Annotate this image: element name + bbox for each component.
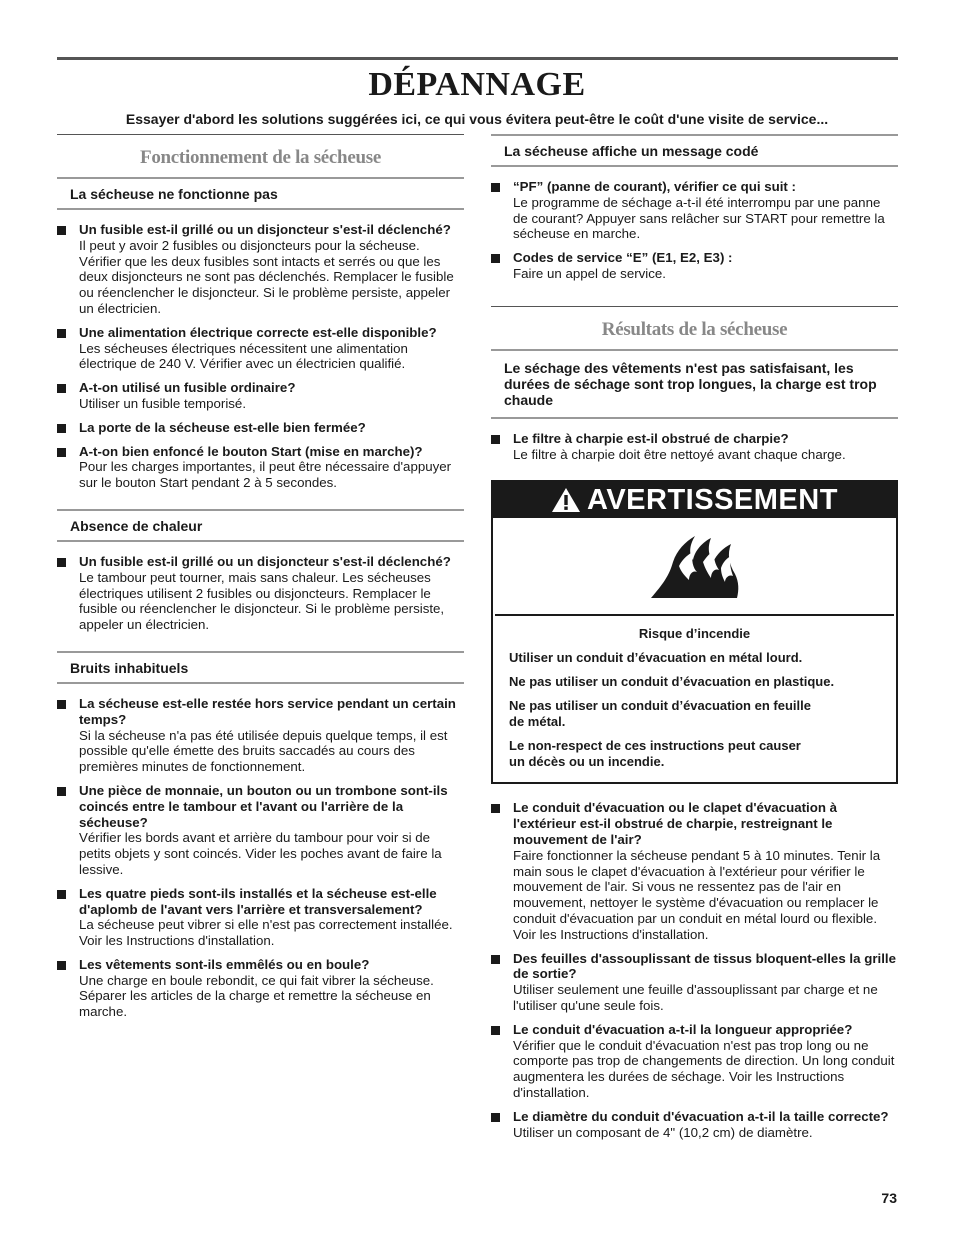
results-list-top [491,419,898,475]
square-bullet-icon [491,435,500,444]
list-item [491,800,898,942]
square-bullet-icon [491,254,500,263]
item-question: Un fusible est-il grillé ou un disjoncteur s'est-il déclenché? [79,553,451,569]
warning-picture [495,518,894,616]
item-question: Une alimentation électrique correcte est-elle disponible? [79,324,437,340]
item-question: Le conduit d'évacuation a-t-il la longueur appropriée? [513,1021,853,1037]
subhead: Absence de chaleur [57,509,464,542]
item-answer: Vérifier les bords avant et arrière du tambour pour voir si de petits objets y sont coincés. Vider les poches avant de faire la lessive. [79,830,442,877]
right-column [491,134,898,1158]
square-bullet-icon [491,1113,500,1122]
item-question: La porte de la sécheuse est-elle bien fermée? [79,419,366,435]
item-answer: Le programme de séchage a-t-il été interrompu par une panne de courant? Appuyer sans relâcher sur START pour remettre la sécheuse en marche. [513,194,885,242]
section-title-operation: Fonctionnement de la sécheuse [57,134,464,177]
item-question: Codes de service “E” (E1, E2, E3) : [513,250,733,266]
item-answer: Vérifier que le conduit d'évacuation n'est pas trop long ou ne comporte pas trop de changements de direction. Un long conduit augmentera les durées de séchage. Voir les Instructions d'installation. [513,1037,895,1100]
item-answer: Utiliser seulement une feuille d'assouplissant par charge et ne l'utiliser qu'une seule fois. [513,982,878,1013]
left-column [57,134,464,1038]
square-bullet-icon [57,384,66,393]
square-bullet-icon [57,424,66,433]
item-question: A-t-on utilisé un fusible ordinaire? [79,380,296,396]
item-answer: La sécheuse peut vibrer si elle n'est pas correctement installée. Voir les Instructions d'installation. [79,917,453,949]
fire-icon [649,532,741,600]
warning-box [491,480,898,784]
page-number: 73 [881,1190,897,1206]
item-answer: Si la sécheuse n'a pas été utilisée depuis quelque temps, il est possible qu'elle émette des bruits saccadés au cours des premières minutes de fonctionnement. [79,727,448,775]
list-item [57,444,464,491]
list-item [491,1109,898,1141]
list-item [491,179,898,242]
warning-header [493,482,896,518]
item-answer: Faire fonctionner la sécheuse pendant 5 à 10 minutes. Tenir la main sous le clapet d'évacuation à l'extérieur pour vérifier le mouvement de l'air. Si vous ne ressentez pas de l'air en mouvement, nettoyer le système d'évacuation ou remplacer le conduit d'évacuation par un conduit en métal lourd ou flexible. Voir les Instructions d'installation. [513,847,881,942]
item-question: La sécheuse est-elle restée hors service pendant un certain temps? [79,695,456,727]
warning-triangle-icon [551,487,581,513]
item-question: Les vêtements sont-ils emmêlés ou en boule? [79,956,370,972]
square-bullet-icon [57,226,66,235]
item-question: Le filtre à charpie est-il obstrué de charpie? [513,430,789,446]
item-answer: Utiliser un fusible temporisé. [79,395,247,411]
item-question: Des feuilles d'assouplissant de tissus bloquent-elles la grille de sortie? [513,950,896,982]
item-answer: Il peut y avoir 2 fusibles ou disjoncteurs pour la sécheuse. Vérifier que les deux fusibles sont intacts et serrés ou que les deux disjoncteurs ne sont pas déclenchés. Remplacer le fusible ou réenclencher le disjoncteur. Si le problème persiste, appeler un électricien. [79,237,454,316]
list-item [57,222,464,317]
item-question: Une pièce de monnaie, un bouton ou un trombone sont-ils coincés entre le tambour et l'avant ou l'arrière de la sécheuse? [79,782,448,830]
left-groups [57,177,464,1038]
subhead-results: Le séchage des vêtements n'est pas satisfaisant, les durées de séchage sont trop longues, la charge est trop chaude [491,349,898,419]
warning-line: Le non-respect de ces instructions peut causer un décès ou un incendie. [509,738,801,770]
square-bullet-icon [491,955,500,964]
square-bullet-icon [57,787,66,796]
warning-line: Ne pas utiliser un conduit d’évacuation en feuille de métal. [509,698,811,730]
subhead: La sécheuse ne fonctionne pas [57,177,464,210]
intro-text: Essayer d'abord les solutions suggérées ici, ce qui vous évitera peut-être le coût d'une visite de service... [125,111,829,127]
square-bullet-icon [57,961,66,970]
square-bullet-icon [491,183,500,192]
square-bullet-icon [57,329,66,338]
coded-message-list [491,167,898,300]
item-question: “PF” (panne de courant), vérifier ce qui suit : [513,179,796,194]
square-bullet-icon [57,448,66,457]
section-title-results: Résultats de la sécheuse [491,306,898,349]
item-answer: Utiliser un composant de 4" (10,2 cm) de diamètre. [513,1124,813,1140]
item-answer: Pour les charges importantes, il peut être nécessaire d'appuyer sur le bouton Start pendant 2 à 5 secondes. [79,459,452,491]
list-item [57,325,464,372]
results-list-bottom [491,798,898,1158]
list-item [57,957,464,1020]
square-bullet-icon [57,558,66,567]
square-bullet-icon [57,890,66,899]
square-bullet-icon [491,1026,500,1035]
list-item [491,951,898,1014]
list-item [491,1022,898,1101]
item-answer: Le filtre à charpie doit être nettoyé avant chaque charge. [513,446,846,462]
list-item [57,420,464,436]
square-bullet-icon [491,804,500,813]
item-list [57,210,464,509]
item-list [57,542,464,651]
warning-line: Ne pas utiliser un conduit d’évacuation en plastique. [509,674,835,690]
list-item [491,431,898,463]
square-bullet-icon [57,700,66,709]
item-question: Un fusible est-il grillé ou un disjoncteur s'est-il déclenché? [79,222,451,237]
list-item [57,554,464,633]
page-title: DÉPANNAGE [368,66,586,103]
item-answer: Une charge en boule rebondit, ce qui fait vibrer la sécheuse. Séparer les articles de la charge et remettre la sécheuse en marche. [79,972,434,1020]
item-answer: Le tambour peut tourner, mais sans chaleur. Les sécheuses électriques utilisent 2 fusibles ou disjoncteurs. Remplacer le fusible ou réenclencher le disjoncteur. Si le problème persiste, appeler un électricien. [79,569,445,633]
item-list [57,684,464,1038]
list-item [491,250,898,282]
warning-title: Risque d’incendie [638,626,751,642]
subhead: Bruits inhabituels [57,651,464,684]
item-question: Les quatre pieds sont-ils installés et la sécheuse est-elle d'aplomb de l'avant vers l'arrière et transversalement? [79,885,437,917]
item-answer: Faire un appel de service. [513,265,666,281]
subhead-coded-message: La sécheuse affiche un message codé [491,134,898,167]
item-question: A-t-on bien enfoncé le bouton Start (mise en marche)? [79,443,423,459]
item-question: Le diamètre du conduit d'évacuation a-t-il la taille correcte? [513,1108,889,1124]
warning-line: Utiliser un conduit d’évacuation en métal lourd. [509,650,803,666]
warning-header-label: AVERTISSEMENT [587,483,838,516]
top-rule [57,57,898,60]
list-item [57,696,464,775]
item-question: Le conduit d'évacuation ou le clapet d'évacuation à l'extérieur est-il obstrué de charpie, restreignant le mouvement de l'air? [513,800,838,847]
item-answer: Les sécheuses électriques nécessitent une alimentation électrique de 240 V. Vérifier avec un électricien qualifié. [79,340,408,372]
warning-text [493,616,896,782]
list-item [57,886,464,949]
list-item [57,783,464,878]
list-item [57,380,464,412]
